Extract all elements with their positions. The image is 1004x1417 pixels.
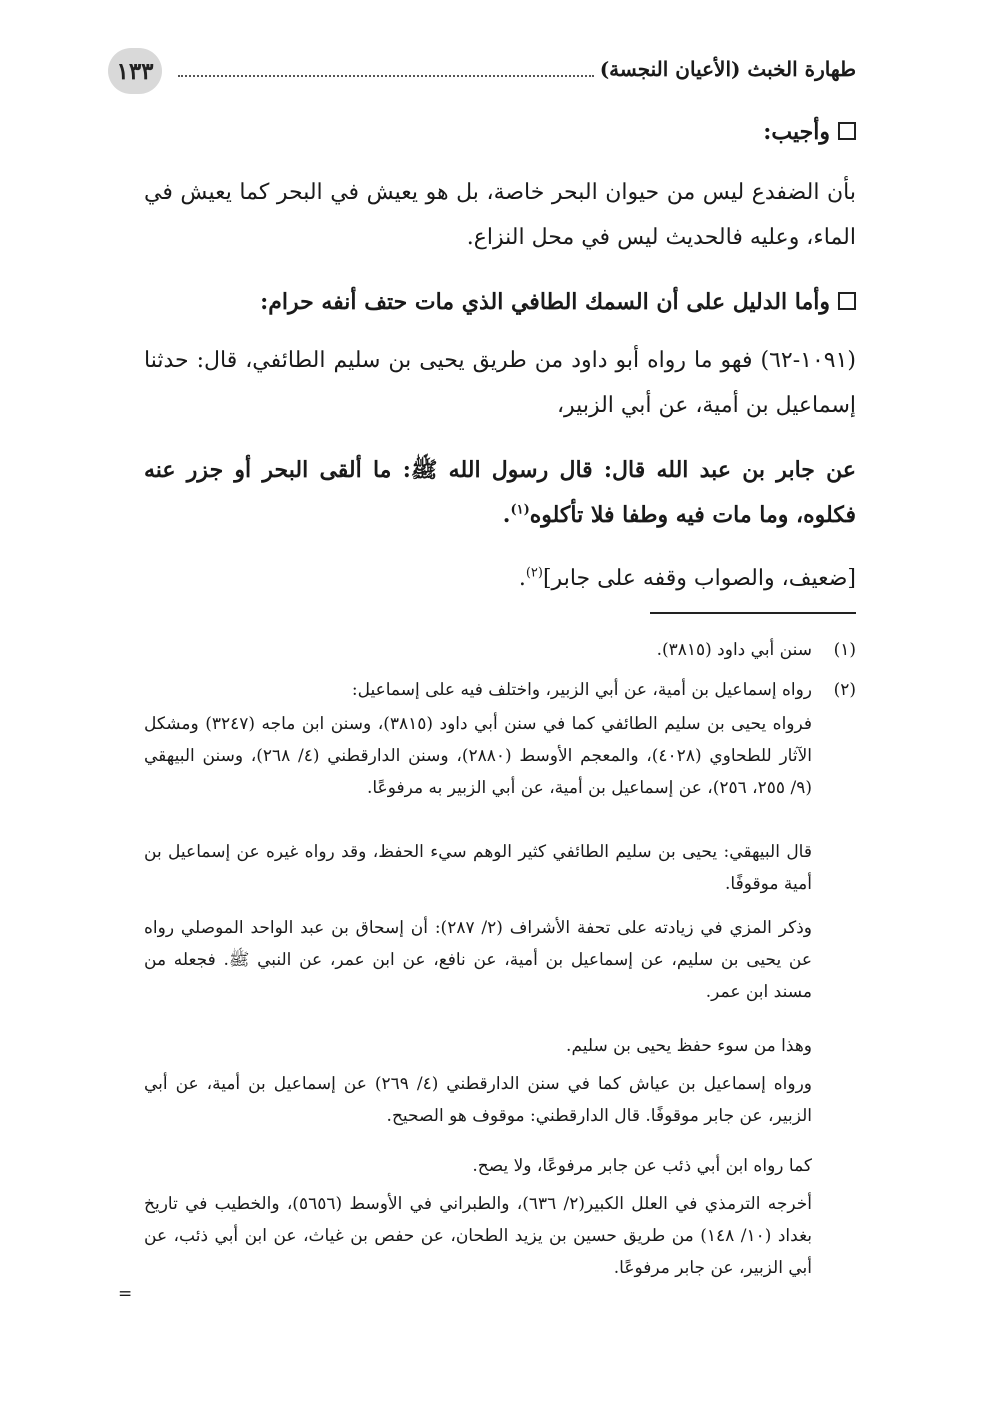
- footnote-number: (١): [833, 640, 856, 660]
- answer-paragraph: بأن الضفدع ليس من حيوان البحر خاصة، بل هو يعيش في البحر كما يعيش في الماء، وعليه فالحديث ليس في محل النزاع.: [144, 180, 856, 250]
- footnote-text: رواه إسماعيل بن أمية، عن أبي الزبير، واختلف فيه على إسماعيل:: [351, 680, 812, 700]
- hadith-text-paragraph: عن جابر بن عبد الله قال: قال رسول الله ﷺ: ما ألقى البحر أو جزر عنه فكلوه، وما مات فيه وطفا فلا تأكلوه$^{(١)}$.: [144, 457, 856, 528]
- footnote-1: [144, 634, 856, 666]
- evidence-heading: وأما الدليل على أن السمك الطافي الذي مات حتف أنفه حرام:: [260, 289, 830, 315]
- footnote-ref-1: (١): [510, 502, 530, 518]
- footnote-number: (٢): [833, 680, 856, 700]
- footnote-paragraph: قال البيهقي: يحيى بن سليم الطائفي كثير الوهم سيء الحفظ، وقد رواه غيره عن إسماعيل بن أمية موقوفًا.: [144, 842, 812, 894]
- footnote-paragraph: ورواه إسماعيل بن عياش كما في سنن الدارقطني (٤/ ٢٦٩) عن إسماعيل بن أمية، عن أبي الزبير، عن جابر موقوفًا. قال الدارقطني: موقوف هو الصحيح.: [144, 1074, 812, 1126]
- footnote-paragraph: وذكر المزي في زيادته على تحفة الأشراف (٢/ ٢٨٧): أن إسحاق بن عبد الواحد الموصلي رواه عن يحيى بن سليم، عن إسماعيل بن أمية، عن نافع، عن ابن عمر، عن النبي ﷺ. فجعله من مسند ابن عمر.: [144, 918, 812, 1002]
- hadith-text: عن جابر بن عبد الله قال: قال رسول الله ﷺ: ما ألقى البحر أو جزر عنه فكلوه، وما مات فيه وطفا فلا تأكلوه: [144, 457, 856, 528]
- footnote-paragraph: وهذا من سوء حفظ يحيى بن سليم.: [566, 1036, 812, 1056]
- footnote-text: سنن أبي داود (٣٨١٥).: [656, 640, 812, 660]
- page-header: [108, 48, 856, 94]
- running-title-bar: [178, 52, 856, 86]
- grading-text: [ضعيف، والصواب وقفه على جابر]: [542, 566, 856, 591]
- footnote-separator: [650, 612, 856, 614]
- dotted-leader: [178, 61, 594, 77]
- footnote-ref-2: (٢): [525, 565, 543, 581]
- continuation-mark: =: [118, 1284, 133, 1304]
- hadith-chain-paragraph: (١٠٩١-٦٢) فهو ما رواه أبو داود من طريق يحيى بن سليم الطائفي، قال: حدثنا إسماعيل بن أمية، عن أبي الزبير،: [144, 348, 856, 418]
- answer-heading: وأجيب:: [763, 119, 830, 145]
- footnote-paragraph: كما رواه ابن أبي ذئب عن جابر مرفوعًا، ولا يصح.: [472, 1156, 812, 1176]
- footnote-2: [144, 674, 856, 706]
- page-number: ١٣٣: [108, 48, 162, 94]
- answer-heading-line: [144, 110, 856, 155]
- square-bullet-icon: [838, 292, 856, 310]
- square-bullet-icon: [838, 122, 856, 140]
- grading-paragraph: [ضعيف، والصواب وقفه على جابر]$^{(٢)}$.: [518, 565, 856, 591]
- evidence-heading-line: [144, 280, 856, 325]
- running-title: طهارة الخبث (الأعيان النجسة): [599, 57, 856, 81]
- footnote-paragraph: أخرجه الترمذي في العلل الكبير(٢/ ٦٣٦)، والطبراني في الأوسط (٥٦٥٦)، والخطيب في تاريخ بغداد (١٠/ ١٤٨) من طريق حسين بن يزيد الطحان، عن حفص بن غياث، عن ابن أبي ذئب، عن أبي الزبير، عن جابر مرفوعًا.: [144, 1194, 813, 1278]
- footnote-paragraph: فرواه يحيى بن سليم الطائفي كما في سنن أبي داود (٣٨١٥)، وسنن ابن ماجه (٣٢٤٧) ومشكل الآثار للطحاوي (٤٠٢٨)، والمعجم الأوسط (٢٨٨٠)، وسنن الدارقطني (٤/ ٢٦٨)، وسنن البيهقي (٩/ ٢٥٥، ٢٥٦)، عن إسماعيل بن أمية، عن أبي الزبير به مرفوعًا.: [144, 714, 813, 798]
